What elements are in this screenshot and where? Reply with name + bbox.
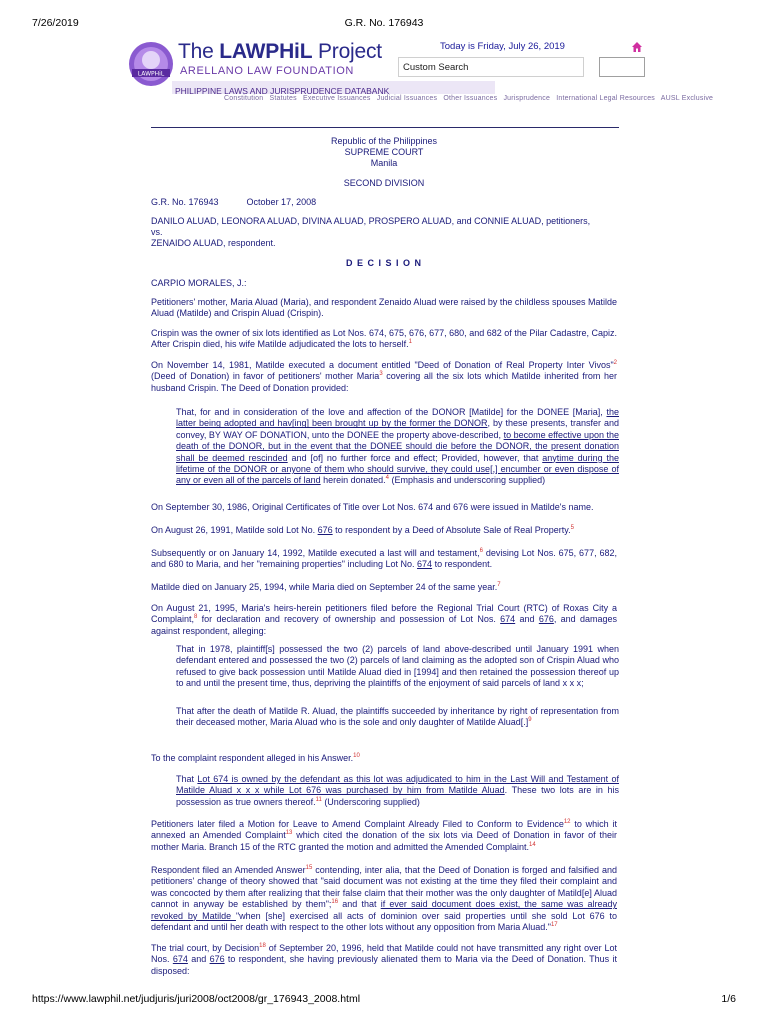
- quote-deed-of-donation: That, for and in consideration of the love and affection of the DONOR [Matilde] for the DONEE [Maria], the latter being adopted and hav[ing] been brought up by the former the DONOR, by these presents, transfer and convey, BY WAY OF DONATION, unto the DONEE the property above-described, to become effective upon the death of the DONOR, but in the event that the DONEE should die before the DONOR, the present donation shall be deemed rescinded and [of] no further force and effect; Provided, however, that anytime during the lifetime of the DONOR or anyone of them who should survive, they could use[,] encumber or even dispose of any or even all of the parcels of land herein donated.$^4$ (Emphasis and underscoring supplied): [176, 407, 620, 486]
- footnote-ref[interactable]: 11: [315, 796, 322, 803]
- quote-complaint-2: That after the death of Matilde R. Aluad, the plaintiffs succeeded by inheritance by right of representation from their deceased mother, Maria Aluad who is the sole and only daughter of Matilde Aluad[.]$^9$: [176, 706, 619, 728]
- quote-complaint-1: That in 1978, plaintiff[s] possessed the two (2) parcels of land above-described until January 1991 when defendant entered and possessed the two (2) parcels of land claiming as the adopted son of Crispin Aluad who refused to give back possession until Matilde Aluad died in [1994] and then retained the possession thereof up to and until the present time, thus, depriving the plaintiffs of the enjoyment of said parcels of land x x x;: [176, 644, 619, 689]
- page-number: 1/6: [721, 993, 736, 1005]
- versus-line: vs.: [151, 227, 163, 237]
- ponente: CARPIO MORALES, J.:: [151, 278, 247, 288]
- division-line: SECOND DIVISION: [343, 178, 425, 188]
- nav-international[interactable]: International Legal Resources: [556, 95, 656, 102]
- footnote-ref[interactable]: 18: [259, 943, 266, 949]
- nav-other-issuances[interactable]: Other Issuances: [443, 95, 498, 102]
- nav-constitution[interactable]: Constitution: [224, 95, 264, 102]
- print-date: 7/26/2019: [32, 17, 79, 29]
- paragraph-9: To the complaint respondent alleged in his Answer.$^{10}$: [151, 753, 360, 763]
- footnote-ref[interactable]: 13: [285, 830, 293, 837]
- footnote-ref[interactable]: 12: [563, 819, 571, 825]
- footnote-ref[interactable]: 17: [550, 922, 558, 929]
- search-button[interactable]: [599, 57, 645, 77]
- nav-jurisprudence[interactable]: Jurisprudence: [503, 95, 551, 102]
- decision-heading: D E C I S I O N: [345, 258, 422, 268]
- footnote-ref[interactable]: 1: [408, 339, 412, 346]
- footnote-ref[interactable]: 8: [194, 614, 198, 621]
- site-nav: [224, 95, 717, 102]
- lawphil-seal-icon: [128, 41, 174, 87]
- republic-line: Republic of the Philippines: [330, 136, 438, 146]
- footnote-ref[interactable]: 6: [479, 548, 483, 554]
- nav-judicial-issuances[interactable]: Judicial Issuances: [376, 95, 438, 102]
- paragraph-7: Matilde died on January 25, 1994, while Maria died on September 24 of the same year.$^7$: [151, 582, 501, 592]
- footnote-ref[interactable]: 7: [497, 582, 501, 588]
- paragraph-2: Crispin was the owner of six lots identified as Lot Nos. 674, 675, 676, 677, 680, and 682 of the Pilar Cadastre, Capiz. After Crispin died, his wife Matilde adjudicated the lots to herself.$^1$: [151, 328, 617, 350]
- footnote-ref[interactable]: 10: [353, 753, 360, 759]
- paragraph-12: The trial court, by Decision$^{18}$ of September 20, 1996, held that Matilde could not have transmitted any right over Lot Nos. 674 and 676 to respondent, she having previously alienated them to Maria via the Deed of Donation. Thus it disposed:: [151, 943, 617, 976]
- paragraph-4: On September 30, 1986, Original Certificates of Title over Lot Nos. 674 and 676 were issued in Matilde's name.: [151, 502, 594, 512]
- footnote-ref[interactable]: 16: [331, 899, 339, 906]
- site-tagline-band: PHILIPPINE LAWS AND JURISPRUDENCE DATABANK: [172, 81, 495, 94]
- paragraph-5: On August 26, 1991, Matilde sold Lot No. 676 to respondent by a Deed of Absolute Sale of Real Property.$^5$: [151, 525, 574, 535]
- svg-text:LAWPHiL: LAWPHiL: [137, 70, 165, 78]
- paragraph-11: Respondent filed an Amended Answer$^{15}$ contending, inter alia, that the Deed of Donation is forged and falsified and petitioners' change of theory showed that "said document was not existing at the time they filed their complaint and was concocted by them after realizing that their false claim that their mother was the only daughter of Matild[e] Aluad cannot in anyway be established by them";$^{16}$ and that if ever said document does exist, the same was already revoked by Matilde "when [she] exercised all acts of dominion over said properties until she sold Lot 676 to defendant and until her death with respect to the other lots without any opposition from Maria Aluad."$^{17}$: [151, 865, 617, 933]
- today-date: Today is Friday, July 26, 2019: [440, 41, 565, 52]
- footnote-ref[interactable]: 15: [305, 865, 313, 871]
- page-url: https://www.lawphil.net/judjuris/juri2008/oct2008/gr_176943_2008.html: [32, 993, 361, 1005]
- city-line: Manila: [370, 158, 398, 168]
- footnote-ref[interactable]: 5: [570, 525, 574, 531]
- print-title: G.R. No. 176943: [344, 17, 424, 29]
- footnote-ref[interactable]: 14: [529, 841, 536, 848]
- home-icon[interactable]: [631, 41, 643, 53]
- paragraph-6: Subsequently or on January 14, 1992, Matilde executed a last will and testament,$^6$ devising Lot Nos. 675, 677, 682, and 680 to Maria, and her "remaining properties" including Lot No. 674 to respondent.: [151, 548, 617, 570]
- nav-executive-issuances[interactable]: Executive Issuances: [302, 95, 371, 102]
- header-divider: [151, 127, 619, 128]
- site-title: The LAWPHiL Project: [178, 40, 382, 63]
- court-line: SUPREME COURT: [344, 147, 424, 157]
- footnote-ref[interactable]: 3: [379, 371, 383, 378]
- nav-ausl-exclusive[interactable]: AUSL Exclusive: [660, 95, 714, 102]
- site-subtitle: ARELLANO LAW FOUNDATION: [180, 65, 354, 77]
- case-number-line: G.R. No. 176943 October 17, 2008: [151, 197, 317, 207]
- paragraph-8: On August 21, 1995, Maria's heirs-herein petitioners filed before the Regional Trial Court (RTC) of Roxas City a Complaint,$^8$ for declaration and recovery of ownership and possession of Lot Nos. 674 and 676, and damages against respondent, alleging:: [151, 603, 617, 636]
- nav-statutes[interactable]: Statutes: [269, 95, 297, 102]
- footnote-ref[interactable]: 2: [613, 360, 617, 366]
- footnote-ref[interactable]: 4: [385, 475, 389, 482]
- site-logo[interactable]: [128, 40, 390, 98]
- petitioners-line: DANILO ALUAD, LEONORA ALUAD, DIVINA ALUAD, PROSPERO ALUAD, and CONNIE ALUAD, petitioners,: [151, 216, 591, 226]
- custom-search-input[interactable]: Custom Search: [398, 57, 584, 77]
- paragraph-10: Petitioners later filed a Motion for Leave to Amend Complaint Already Filed to Conform to Evidence$^{12}$ to which it annexed an Amended Complaint$^{13}$ which cited the donation of the six lots via Deed of Donation in favor of their mother Maria. Branch 15 of the RTC granted the motion and admitted the Amended Complaint.$^{14}$: [151, 819, 617, 852]
- paragraph-3: On November 14, 1981, Matilde executed a document entitled "Deed of Donation of Real Property Inter Vivos"$^2$ (Deed of Donation) in favor of petitioners' mother Maria$^3$ covering all the six lots which Matilde inherited from her husband Crispin. The Deed of Donation provided:: [151, 360, 617, 393]
- footnote-ref[interactable]: 9: [528, 717, 532, 724]
- respondent-line: ZENAIDO ALUAD, respondent.: [151, 238, 276, 248]
- paragraph-1: Petitioners' mother, Maria Aluad (Maria), and respondent Zenaido Aluad were raised by the childless spouses Matilde Aluad (Matilde) and Crispin Aluad (Crispin).: [151, 297, 617, 319]
- quote-answer: That Lot 674 is owned by the defendant as this lot was adjudicated to him in the Last Will and Testament of Matilde Aluad x x x while Lot 676 was purchased by him from Matilde Aluad. These two lots are in his possession as true owners thereof.$^{11}$ (Underscoring supplied): [176, 774, 620, 807]
